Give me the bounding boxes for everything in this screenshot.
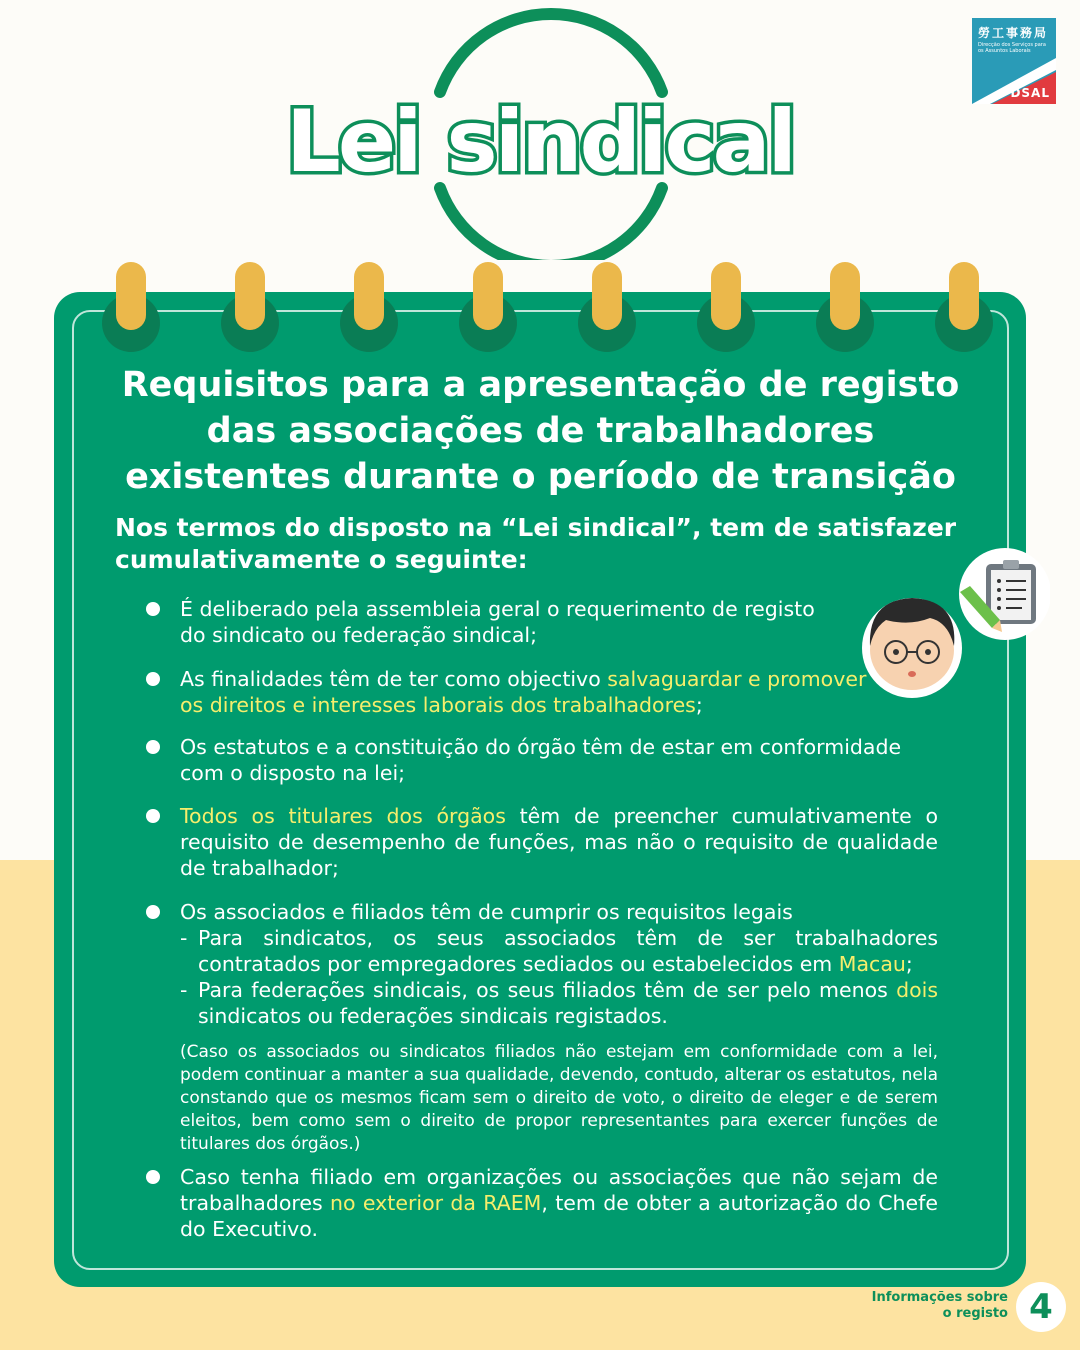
- note-text: (Caso os associados ou sindicatos filiados não estejam em conformidade com a lei, podem continuar a manter a sua qualidade, devendo, contudo, alterar os estatutos, nela constando que os mesmos ficam sem o direito de voto, o direito de eleger e de serem eleitos, bem como sem o direito de propor representantes para exercer funções de titulares dos órgãos.): [180, 1042, 938, 1154]
- bullet-icon: [146, 905, 160, 919]
- bullet-icon: [146, 602, 160, 616]
- page-number: 4: [1016, 1282, 1066, 1332]
- binder-ring: [830, 262, 860, 330]
- sub-item: - Para federações sindicais, os seus filiados têm de ser pelo menos dois sindicatos ou federações sindicais registados.: [180, 978, 938, 1028]
- bullet-icon: [146, 1170, 160, 1184]
- logo-portuguese-text: Direcção dos Serviços para os Assuntos Laborais: [978, 42, 1046, 54]
- binder-ring: [711, 262, 741, 330]
- footer-label: Informações sobre o registo: [871, 1290, 1008, 1321]
- binder-ring: [473, 262, 503, 330]
- highlight-text: dois: [896, 978, 938, 1002]
- logo-abbr: DSAL: [1010, 86, 1050, 100]
- highlight-text: no exterior da RAEM: [330, 1191, 542, 1215]
- binder-ring: [354, 262, 384, 330]
- sub-item: - Para sindicatos, os seus associados têm de ser trabalhadores contratados por empregadores sediados ou estabelecidos em Macau;: [180, 926, 938, 976]
- binder-ring: [116, 262, 146, 330]
- binder-ring: [235, 262, 265, 330]
- bullet-icon: [146, 672, 160, 686]
- binder-ring: [592, 262, 622, 330]
- logo-chinese-text: 勞工事務局: [978, 26, 1049, 40]
- highlight-text: Macau: [838, 952, 906, 976]
- page-title: Lei sindical: [286, 92, 794, 192]
- binder-ring: [949, 262, 979, 330]
- highlight-text: Todos os titulares dos órgãos: [180, 804, 506, 828]
- highlight-text: salvaguardar e promover os direitos e interesses laborais dos trabalhadores: [180, 667, 867, 717]
- bullet-icon: [146, 740, 160, 754]
- bullet-icon: [146, 809, 160, 823]
- character-with-clipboard-icon: [860, 548, 1050, 698]
- intro-text: Nos termos do disposto na “Lei sindical”, tem de satisfazer cumulativamente o seguinte:: [115, 513, 957, 574]
- section-heading: Requisitos para a apresentação de registo das associações de trabalhadores existentes durante o período de transição: [121, 365, 960, 497]
